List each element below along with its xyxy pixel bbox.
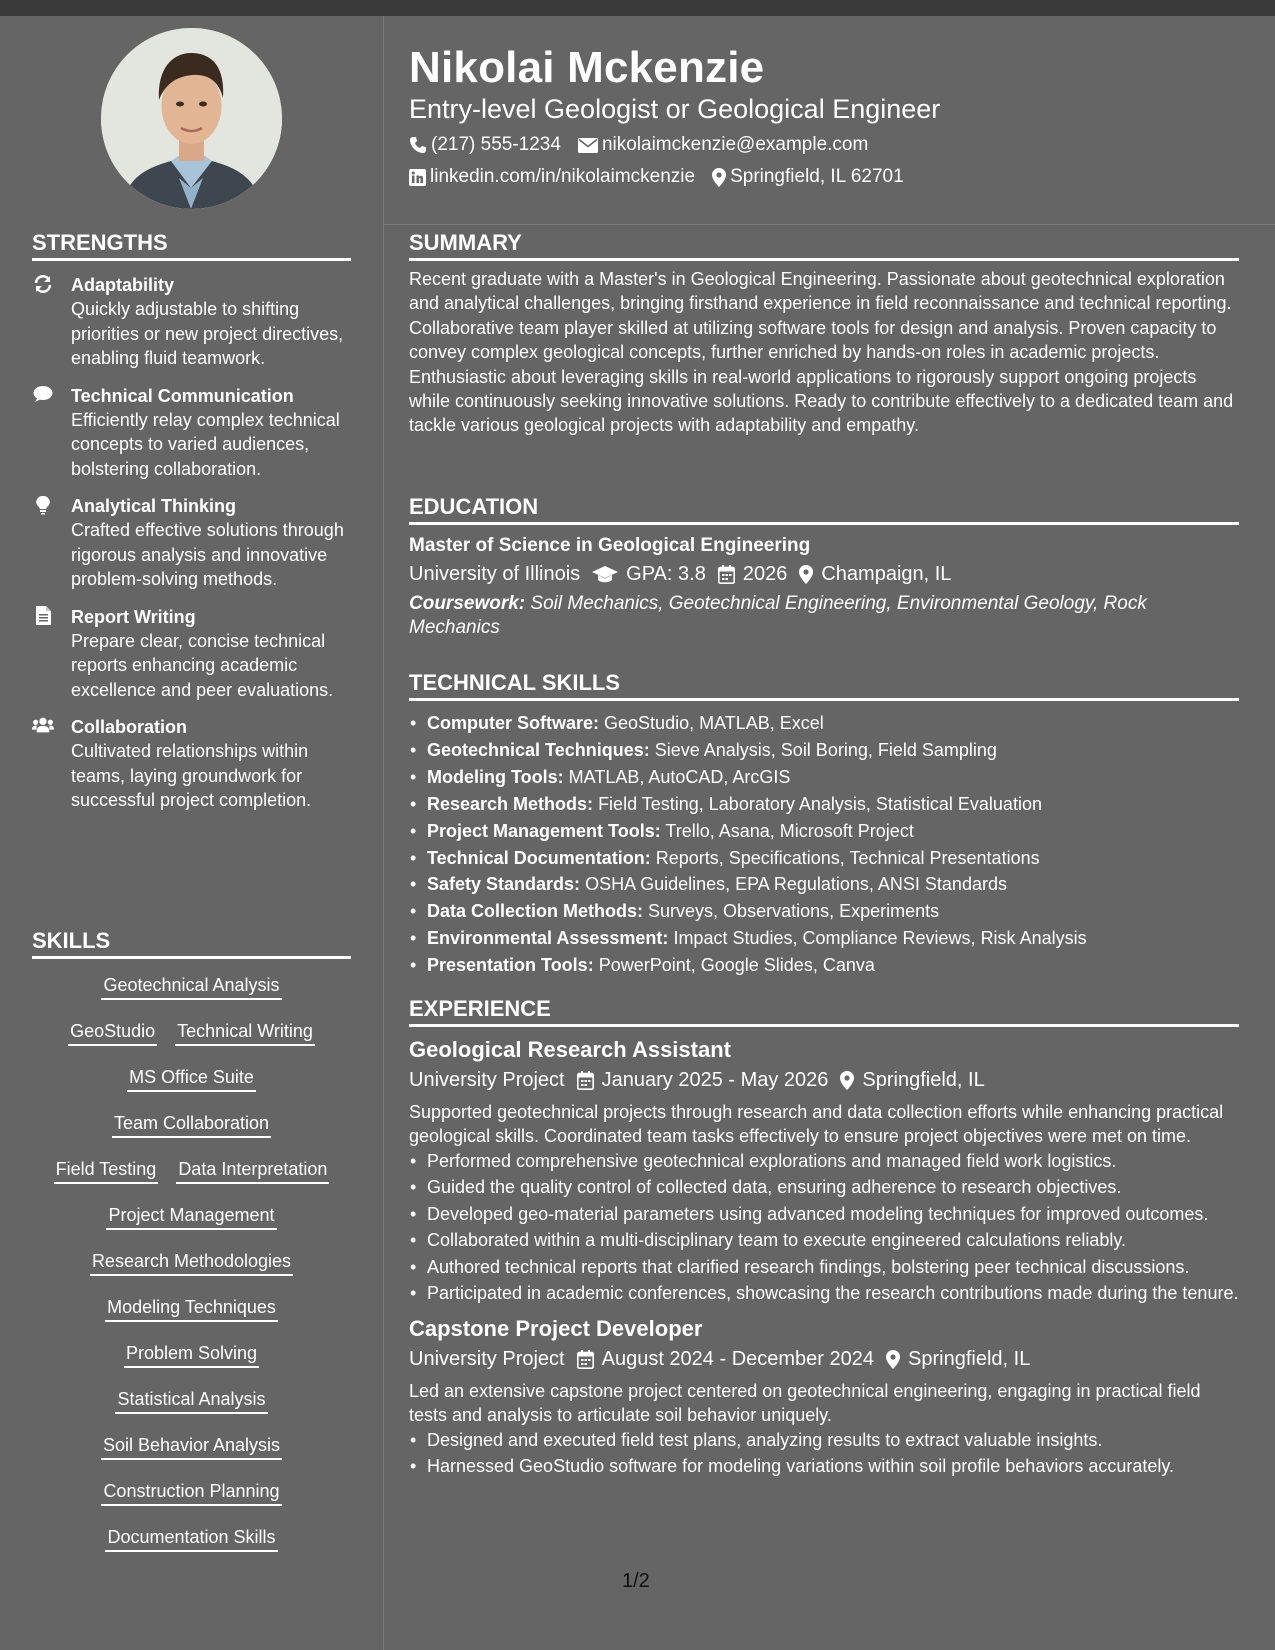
strength-title: Adaptability: [71, 275, 175, 295]
calendar-icon: [577, 1071, 594, 1090]
phone-text: (217) 555-1234: [431, 134, 561, 155]
contact-row: [409, 134, 885, 156]
tech-skill-item: [409, 737, 1239, 764]
job-location: Springfield, IL: [862, 1069, 985, 1091]
skills-section: [32, 928, 351, 1571]
page-indicator: 1/2: [622, 1570, 650, 1592]
linkedin-icon: [409, 169, 426, 186]
skill-tag: Field Testing: [54, 1157, 159, 1184]
location-pin-icon: [712, 168, 726, 187]
technical-skills-section: [409, 670, 1239, 979]
tech-skill-item: [409, 710, 1239, 737]
skill-tag: Modeling Techniques: [105, 1295, 278, 1322]
tech-skill-item: [409, 871, 1239, 898]
strength-item: [32, 384, 351, 482]
main-content: [383, 16, 1275, 1650]
tech-skill-value: Trello, Asana, Microsoft Project: [665, 820, 914, 841]
job-meta: [409, 1069, 1239, 1092]
location-pin-icon: [886, 1350, 900, 1369]
job-bullet: • Collaborated within a multi-disciplinary team to execute engineered calculations reliably.: [409, 1228, 1239, 1253]
skill-tag: Construction Planning: [101, 1479, 281, 1506]
tech-skill-item: [409, 791, 1239, 818]
strength-desc: Efficiently relay complex technical concepts to varied audiences, bolstering collaboration.: [71, 409, 340, 479]
skill-tag: GeoStudio: [68, 1019, 157, 1046]
tech-skill-value: GeoStudio, MATLAB, Excel: [604, 713, 824, 733]
school-name: University of Illinois: [409, 563, 581, 585]
phone-contact[interactable]: [409, 134, 561, 156]
comment-icon: [32, 385, 54, 405]
skill-tag: Research Methodologies: [90, 1249, 293, 1276]
strength-title: Report Writing: [71, 606, 196, 627]
tech-skill-label: Research Methods:: [427, 793, 594, 814]
technical-skills-list: [409, 710, 1239, 979]
tech-skill-value: OSHA Guidelines, EPA Regulations, ANSI Standards: [585, 874, 1007, 895]
gpa-item: [592, 563, 706, 586]
skill-tag: Documentation Skills: [105, 1525, 277, 1552]
degree-title: Master of Science in Geological Engineering: [409, 535, 811, 556]
tech-skill-item: [409, 925, 1239, 952]
avatar: [101, 28, 282, 209]
experience-section: [409, 996, 1239, 1481]
location-pin-icon: [840, 1071, 854, 1090]
strength-title: Analytical Thinking: [71, 496, 237, 516]
linkedin-contact[interactable]: [409, 166, 695, 188]
tech-skill-item: [409, 845, 1239, 872]
strengths-section: [32, 230, 351, 813]
job-title: Capstone Project Developer: [409, 1315, 703, 1341]
tech-skill-value: Field Testing, Laboratory Analysis, Statistical Evaluation: [598, 793, 1042, 814]
calendar-icon: [577, 1350, 594, 1369]
location-pin-icon: [799, 565, 813, 584]
candidate-role: Entry-level Geologist or Geological Engineer: [409, 94, 941, 124]
job-org: University Project: [409, 1347, 565, 1370]
job-entry: [409, 1316, 1239, 1479]
strength-title: Collaboration: [71, 717, 187, 737]
job-location: Springfield, IL: [908, 1347, 1031, 1370]
job-bullet: • Authored technical reports that clarified research findings, bolstering peer technical discussions.: [409, 1255, 1239, 1280]
job-entry: [409, 1037, 1239, 1306]
job-meta: [409, 1348, 1239, 1371]
skill-tag: Soil Behavior Analysis: [101, 1433, 282, 1460]
sync-icon: [32, 274, 54, 294]
skills-title: SKILLS: [32, 928, 351, 959]
school-location: Champaign, IL: [821, 563, 952, 585]
strength-desc: Prepare clear, concise technical reports enhancing academic excellence and peer evaluations.: [71, 630, 334, 700]
job-summary: Supported geotechnical projects through research and data collection efforts while enhancing practical geological skills. Coordinated team tasks effectively to ensure project objectives were met on time.: [409, 1102, 1224, 1147]
strength-item: [32, 273, 351, 371]
gpa-text: GPA: 3.8: [626, 563, 706, 585]
skill-tag: Problem Solving: [124, 1341, 259, 1368]
users-icon: [32, 716, 54, 736]
technical-skills-title: TECHNICAL SKILLS: [409, 670, 1239, 701]
tech-skill-value: PowerPoint, Google Slides, Canva: [598, 955, 875, 976]
job-dates: January 2025 - May 2026: [601, 1069, 829, 1091]
job-bullet: • Guided the quality control of collected data, ensuring adherence to research objectives.: [409, 1175, 1239, 1200]
grad-year-item: [718, 563, 788, 586]
job-dates-item: [577, 1348, 874, 1371]
experience-title: EXPERIENCE: [409, 996, 1239, 1027]
tech-skill-item: [409, 764, 1239, 791]
strength-desc: Quickly adjustable to shifting priorities or new project directives, enabling fluid teamwork.: [71, 299, 344, 368]
coursework-list: Soil Mechanics, Geotechnical Engineering, Environmental Geology, Rock Mechanics: [409, 593, 1147, 638]
strength-desc: Crafted effective solutions through rigorous analysis and innovative problem-solving methods.: [71, 520, 344, 589]
tech-skill-value: MATLAB, AutoCAD, ArcGIS: [568, 766, 791, 787]
candidate-name: Nikolai Mckenzie: [409, 43, 765, 92]
contact-row-2: [409, 166, 921, 188]
job-dates: August 2024 - December 2024: [601, 1347, 875, 1370]
summary-section: [409, 230, 1239, 438]
job-org: University Project: [409, 1069, 565, 1091]
skill-tag: MS Office Suite: [127, 1065, 256, 1092]
skill-tag: Data Interpretation: [176, 1157, 329, 1184]
tech-skill-label: Safety Standards:: [427, 874, 581, 895]
strength-desc: Cultivated relationships within teams, laying groundwork for successful project completion.: [71, 741, 312, 810]
email-contact[interactable]: [578, 134, 868, 156]
strength-title: Technical Communication: [71, 385, 294, 406]
tech-skill-value: Reports, Specifications, Technical Presentations: [655, 847, 1040, 868]
linkedin-text: linkedin.com/in/nikolaimckenzie: [430, 166, 696, 187]
coursework: [409, 592, 1239, 640]
job-bullet: • Participated in academic conferences, showcasing the research contributions made during the tenure.: [409, 1281, 1239, 1306]
strengths-title: STRENGTHS: [32, 230, 351, 261]
coursework-label: Coursework:: [409, 593, 526, 614]
tech-skill-label: Presentation Tools:: [427, 955, 594, 976]
tech-skill-label: Computer Software:: [427, 713, 600, 733]
tech-skill-value: Surveys, Observations, Experiments: [648, 901, 940, 922]
tech-skill-label: Data Collection Methods:: [427, 901, 644, 922]
education-meta: [409, 563, 1239, 586]
location-contact: [712, 166, 904, 188]
email-text: nikolaimckenzie@example.com: [601, 134, 869, 155]
education-section: [409, 494, 1239, 640]
school-location-item: [799, 563, 951, 586]
skill-tag: Technical Writing: [175, 1019, 315, 1046]
job-summary: Led an extensive capstone project centered on geotechnical engineering, engaging in practical field tests and analysis to articulate soil behavior uniquely.: [409, 1380, 1201, 1426]
job-bullet: • Performed comprehensive geotechnical explorations and managed field work logistics.: [409, 1149, 1239, 1174]
skill-tag: Statistical Analysis: [115, 1387, 267, 1414]
skill-tag: Project Management: [106, 1203, 276, 1230]
job-bullet: • Harnessed GeoStudio software for modeling variations within soil profile behaviors accurately.: [409, 1454, 1239, 1479]
tech-skill-item: [409, 898, 1239, 925]
strength-item: [32, 605, 351, 703]
job-bullets: [409, 1149, 1239, 1306]
top-bar: [0, 0, 1275, 16]
grad-year: 2026: [742, 563, 788, 585]
skill-tag: Team Collaboration: [112, 1111, 271, 1138]
tech-skill-item: [409, 952, 1239, 979]
lightbulb-icon: [32, 495, 54, 515]
summary-title: SUMMARY: [409, 230, 1239, 261]
job-location-item: [886, 1348, 1030, 1371]
job-bullets: [409, 1428, 1239, 1479]
tech-skill-label: Modeling Tools:: [427, 766, 564, 787]
strength-item: [32, 494, 351, 592]
tech-skill-item: [409, 818, 1239, 845]
sidebar: [0, 16, 383, 1650]
education-title: EDUCATION: [409, 494, 1239, 525]
job-title: Geological Research Assistant: [409, 1037, 731, 1062]
location-text: Springfield, IL 62701: [730, 166, 904, 187]
skills-list: [32, 959, 351, 1571]
skill-tag: Geotechnical Analysis: [101, 973, 281, 1000]
phone-icon: [409, 136, 427, 154]
graduation-cap-icon: [592, 566, 618, 584]
email-icon: [578, 138, 598, 153]
resume-header: [384, 16, 1275, 225]
job-bullet: • Developed geo-material parameters using advanced modeling techniques for improved outcomes.: [409, 1202, 1239, 1227]
tech-skill-value: Impact Studies, Compliance Reviews, Risk Analysis: [673, 928, 1087, 949]
document-icon: [32, 606, 54, 626]
strength-item: [32, 715, 351, 813]
tech-skill-value: Sieve Analysis, Soil Boring, Field Sampling: [654, 739, 997, 760]
tech-skill-label: Geotechnical Techniques:: [427, 739, 650, 760]
tech-skill-label: Technical Documentation:: [427, 847, 651, 868]
job-location-item: [840, 1069, 984, 1092]
calendar-icon: [718, 565, 735, 584]
job-bullet: • Designed and executed field test plans, analyzing results to extract valuable insights.: [409, 1428, 1239, 1453]
job-dates-item: [577, 1069, 829, 1092]
tech-skill-label: Project Management Tools:: [427, 820, 661, 841]
summary-text: Recent graduate with a Master's in Geological Engineering. Passionate about geotechnical exploration and analytical challenges, bringing firsthand experience in field reconnaissance and technical reporting. Collaborative team player skilled at utilizing software tools for design and analysis. Proven capacity to convey complex geological concepts, further enriched by hands-on roles in academic projects. Enthusiastic about leveraging skills in real-world applications to rigorously support ongoing projects while continuously seeking innovative solutions. Ready to contribute effectively to a dedicated team and tackle various geological projects with adaptability and empathy.: [409, 269, 1234, 436]
tech-skill-label: Environmental Assessment:: [427, 928, 669, 949]
